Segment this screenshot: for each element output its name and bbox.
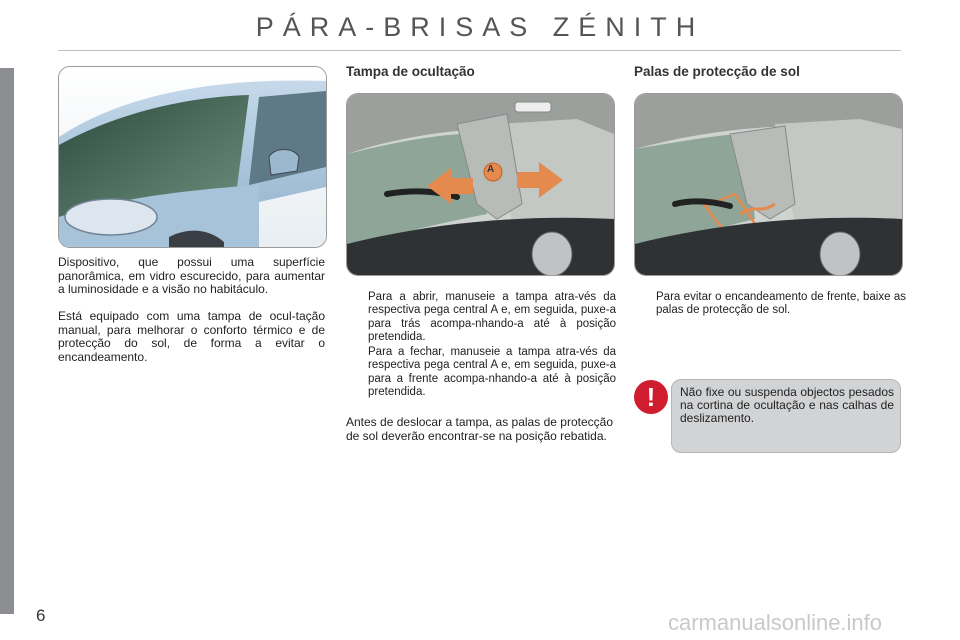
exclamation-icon	[634, 380, 668, 414]
title-divider	[58, 50, 901, 51]
page-title: PÁRA-BRISAS ZÉNITH	[255, 12, 705, 42]
page-number: 6	[36, 606, 46, 625]
cover-note: Antes de deslocar a tampa, as palas de protecção de sol deverão encontrar-se na posição rebatida.	[346, 415, 613, 443]
warning-box	[671, 379, 901, 453]
bullet-close	[346, 346, 616, 398]
intro-paragraph-2: Está equipado com uma tampa de ocul-tação manual, para melhorar o conforto térmico e de protecção do sol, de forma a evitar o encandeamento.	[58, 309, 325, 364]
bullet-open-text: Para a abrir, manuseie a tampa atra-vés da respectiva pega central A e, em seguida, puxe-a para trás acompa-nhando-a até à posição pretendida.	[368, 291, 616, 344]
cover-heading: Tampa de ocultação	[346, 64, 475, 79]
car-windshield-photo	[58, 66, 327, 248]
exclamation-symbol: !	[646, 382, 656, 412]
bullet-close-text: Para a fechar, manuseie a tampa atra-vés da respectiva pega central A e, em seguida, puxe-a para a frente acompa-nhando-a até à posição pretendida.	[368, 346, 616, 399]
intro-paragraph-1: Dispositivo, que possui uma superfície panorâmica, em vidro escurecido, para aumentar a luminosidade e a visão no habitáculo.	[58, 255, 325, 297]
bullet-open	[346, 291, 616, 343]
visor-heading: Palas de protecção de sol	[634, 64, 800, 79]
warning-text: Não fixe ou suspenda objectos pesados na cortina de ocultação e nas calhas de deslizamento.	[680, 385, 894, 426]
label-a: A	[487, 164, 495, 175]
sunshade-cover-photo	[346, 93, 615, 276]
side-tab-bar	[0, 68, 14, 614]
bullet-visor-text: Para evitar o encandeamento de frente, baixe as palas de protecção de sol.	[656, 291, 906, 317]
bullet-visor	[634, 291, 904, 319]
sun-visor-photo	[634, 93, 903, 276]
watermark: carmanualsonline.info	[668, 610, 883, 635]
